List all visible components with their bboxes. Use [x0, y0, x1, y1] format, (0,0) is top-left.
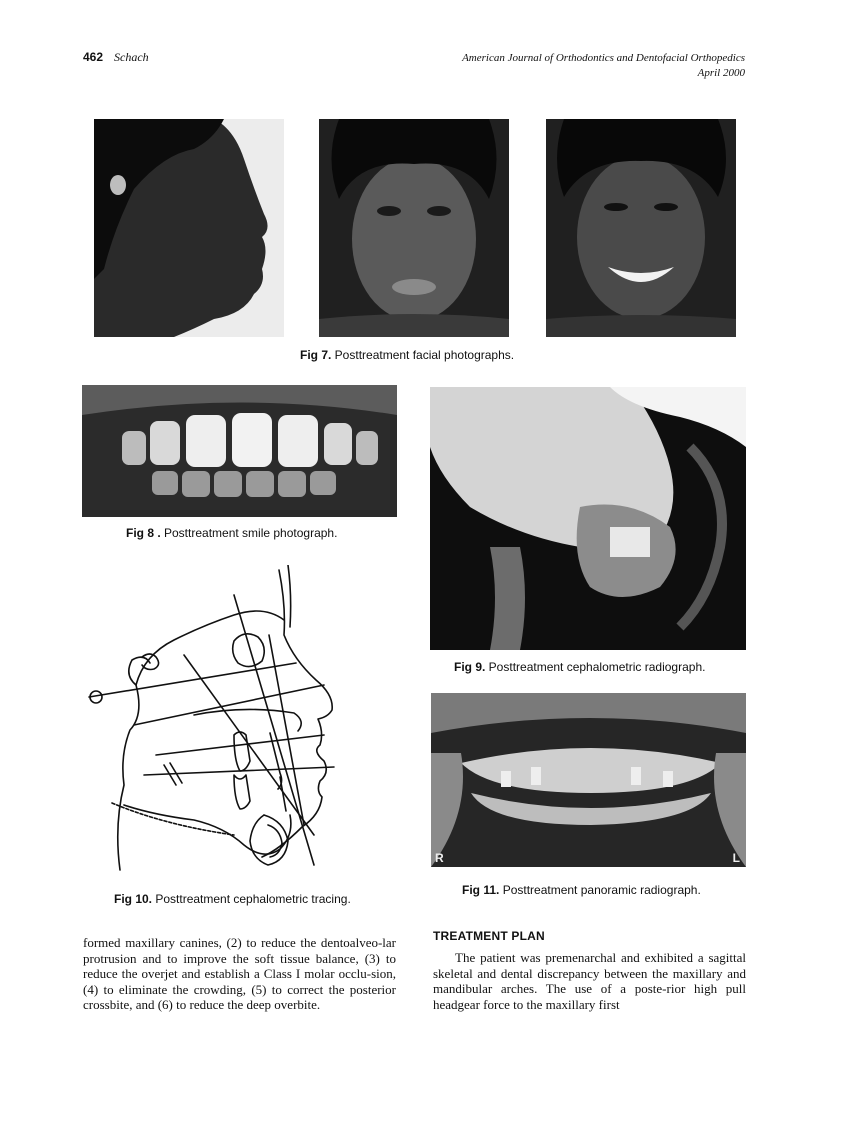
fig10-caption-text: Posttreatment cephalometric tracing.: [152, 892, 351, 906]
fig7-profile-photo: [94, 119, 284, 337]
fig9-label: Fig 9.: [454, 660, 486, 674]
fig7-smiling-photo: [546, 119, 736, 337]
fig11-caption-text: Posttreatment panoramic radiograph.: [499, 883, 701, 897]
fig7-caption-text: Posttreatment facial photographs.: [331, 348, 515, 362]
fig7-frontal-photo: [319, 119, 509, 337]
fig8-caption-text: Posttreatment smile photograph.: [160, 526, 338, 540]
fig9-caption-text: Posttreatment cephalometric radiograph.: [485, 660, 706, 674]
fig9-caption: [454, 660, 705, 674]
fig11-label: Fig 11.: [462, 883, 500, 897]
running-author: Schach: [114, 50, 149, 64]
fig10-caption: [114, 892, 351, 906]
fig8-caption: [126, 526, 337, 540]
fig8-smile-photo: [82, 385, 397, 517]
page-number: 462: [83, 50, 104, 64]
fig11-panoramic-radiograph: [431, 693, 746, 867]
fig10-cephalometric-tracing: [84, 565, 374, 883]
fig11-marker-left-side: L: [732, 851, 740, 865]
fig11-marker-right-side: R: [435, 851, 444, 865]
fig7-label: Fig 7.: [300, 348, 332, 362]
left-column-paragraph: formed maxillary canines, (2) to reduce the dentoalveo-lar protrusion and to improve the soft tissue balance, (3) to reduce the overjet and establish a Class I molar occlu-sion, (4) to eliminate the crowding, (5) to correct the posterior crossbite, and (6) to reduce the deep overbite.: [83, 935, 396, 1013]
fig7-caption: [300, 348, 514, 362]
fig11-caption: [462, 883, 701, 897]
section-heading-treatment-plan: TREATMENT PLAN: [433, 929, 545, 943]
fig8-label: Fig 8 .: [126, 526, 161, 540]
fig9-cephalometric-radiograph: [430, 387, 746, 650]
fig10-label: Fig 10.: [114, 892, 153, 906]
right-column-paragraph: The patient was premenarchal and exhibited a sagittal skeletal and dental discrepancy between the maxillary and mandibular arches. The use of a poste-rior high pull headgear force to the maxillary first: [433, 950, 746, 1012]
issue-date: April 2000: [697, 67, 745, 79]
journal-title: American Journal of Orthodontics and Dentofacial Orthopedics: [462, 52, 745, 64]
